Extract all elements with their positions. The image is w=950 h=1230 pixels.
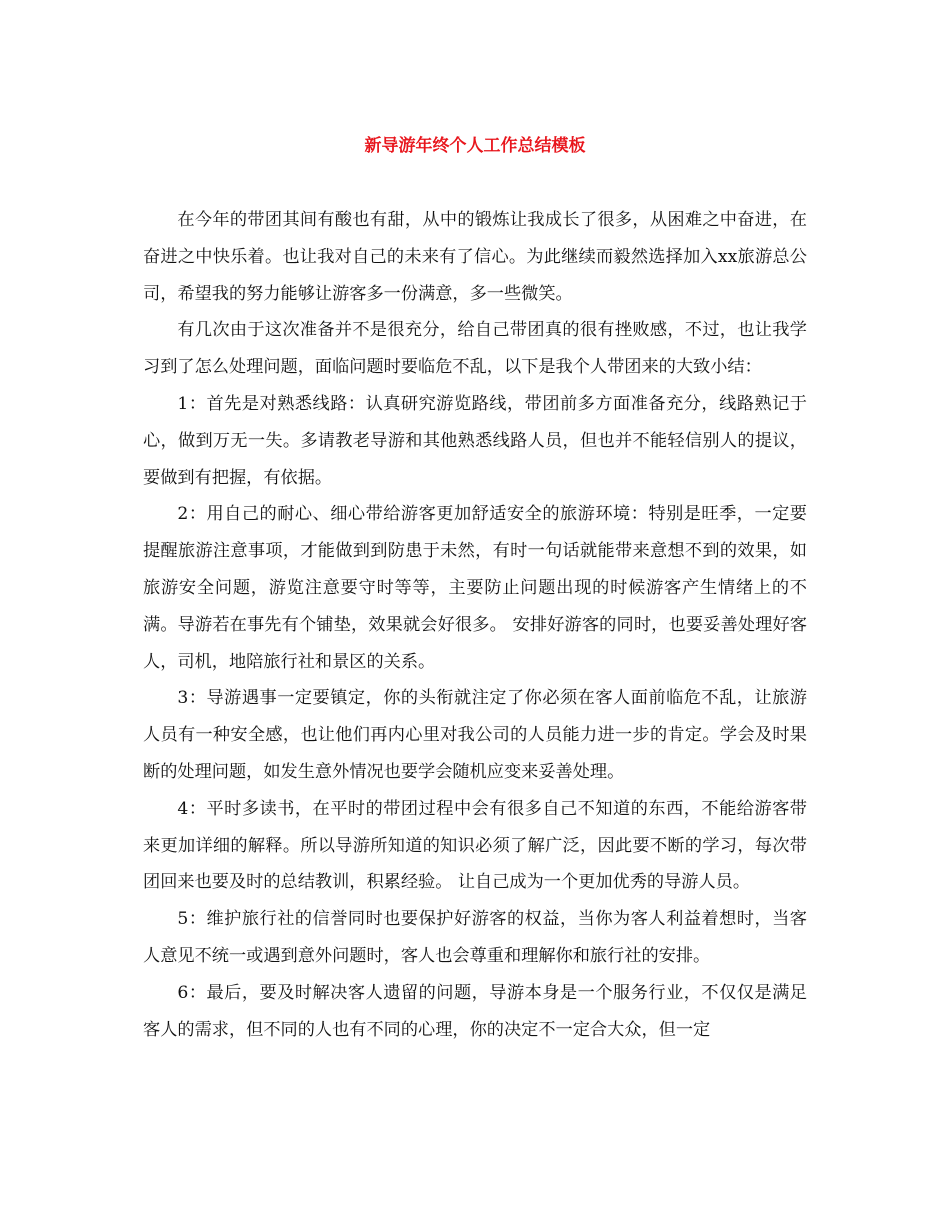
paragraph-point-2: 2：用自己的耐心、细心带给游客更加舒适安全的旅游环境：特别是旺季，一定要提醒旅游注意事项，才能做到到防患于未然，有时一句话就能带来意想不到的效果，如旅游安全问题，游览注意要守时等等，主要防止问题出现的时候游客产生情绪上的不满。导游若在事先有个铺垫，效果就会好很多。 安排好游客的同时，也要妥善处理好客人，司机，地陪旅行社和景区的关系。 <box>143 504 807 672</box>
paragraph-point-5: 5：维护旅行社的信誉同时也要保护好游客的权益，当你为客人利益着想时，当客人意见不统一或遇到意外问题时，客人也会尊重和理解你和旅行社的安排。 <box>143 909 807 966</box>
paragraph-point-6: 6：最后，要及时解决客人遗留的问题，导游本身是一个服务行业，不仅仅是满足客人的需求，但不同的人也有不同的心理，你的决定不一定合大众，但一定 <box>143 982 807 1040</box>
paragraph-point-3: 3：导游遇事一定要镇定，你的头衔就注定了你必须在客人面前临危不乱，让旅游人员有一种安全感，也让他们再内心里对我公司的人员能力进一步的肯定。学会及时果断的处理问题，如发生意外情况也要学会随机应变来妥善处理。 <box>143 688 807 782</box>
document-body <box>143 202 807 1048</box>
paragraph-point-4: 4：平时多读书，在平时的带团过程中会有很多自己不知道的东西，不能给游客带来更加详细的解释。所以导游所知道的知识必须了解广泛，因此要不断的学习，每次带团回来也要及时的总结教训，积累经验。 让自己成为一个更加优秀的导游人员。 <box>143 798 807 893</box>
paragraph-intro: 在今年的带团其间有酸也有甜，从中的锻炼让我成长了很多，从困难之中奋进，在奋进之中快乐着。也让我对自己的未来有了信心。为此继续而毅然选择加入xx旅游总公司，希望我的努力能够让游客多一份满意，多一些微笑。 <box>143 210 807 304</box>
paragraph-summary-lead: 有几次由于这次准备并不是很充分，给自己带团真的很有挫败感，不过，也让我学习到了怎么处理问题，面临问题时要临危不乱，以下是我个人带团来的大致小结： <box>143 320 807 378</box>
paragraph-point-1: 1：首先是对熟悉线路：认真研究游览路线，带团前多方面准备充分，线路熟记于心，做到万无一失。多请教老导游和其他熟悉线路人员，但也并不能轻信别人的提议，要做到有把握，有依据。 <box>143 393 807 488</box>
document-title: 新导游年终个人工作总结模板 <box>364 136 586 156</box>
